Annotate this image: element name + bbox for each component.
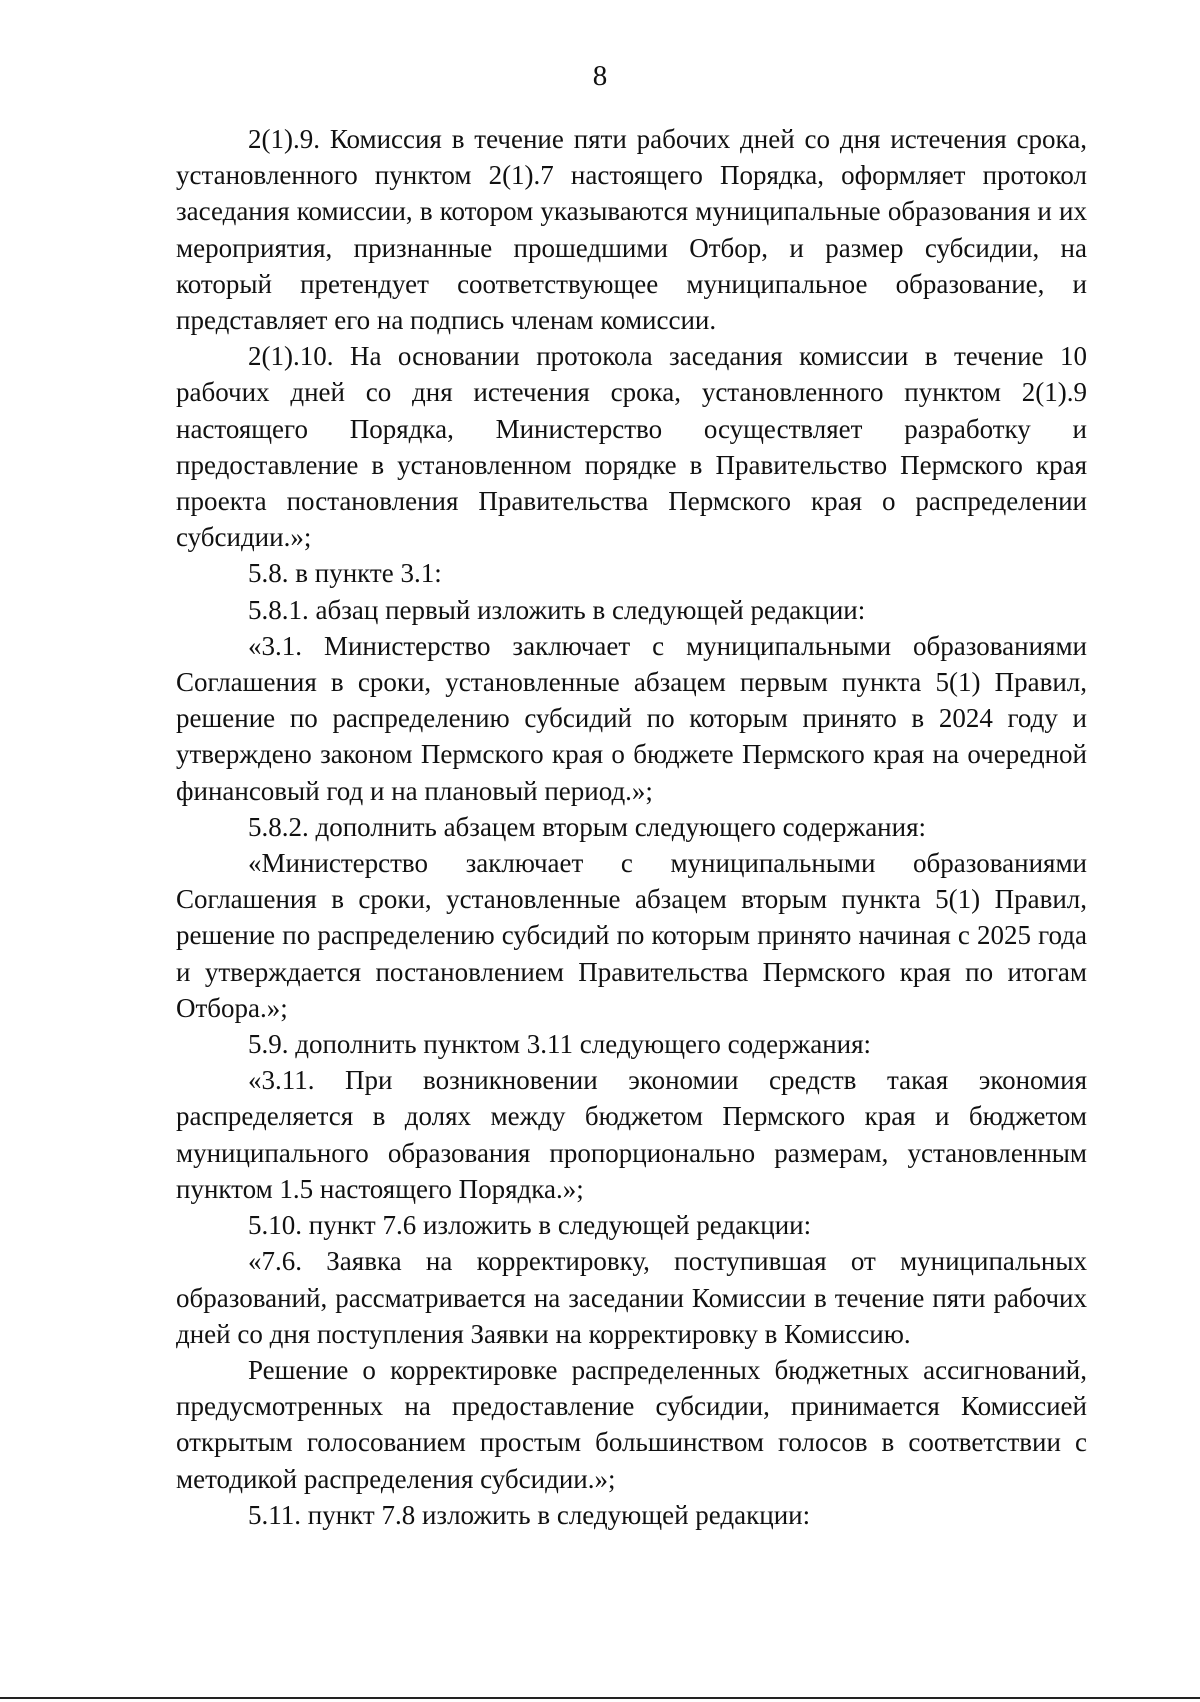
paragraph-5-11: 5.11. пункт 7.8 изложить в следующей редакции: bbox=[248, 1499, 811, 1530]
paragraph-3-1-quote: «3.1. Министерство заключает с муниципальными образованиями Соглашения в сроки, установленные абзацем первым пункта 5(1) Правил, решение по распределению субсидий по которым принято в 2024 году и утверждено законом Пермского края о бюджете Пермского края на очередной финансовый год и на плановый период.»; bbox=[176, 630, 1087, 806]
paragraph-5-9: 5.9. дополнить пунктом 3.11 следующего содержания: bbox=[248, 1029, 872, 1060]
page-number: 8 bbox=[592, 60, 608, 92]
paragraph-3-11-quote: «3.11. При возникновении экономии средств такая экономия распределяется в долях между бюджетом Пермского края и бюджетом муниципального образования пропорционально размерам, установленным пунктом 1.5 настоящего Порядка.»; bbox=[176, 1065, 1087, 1204]
paragraph-2-1-9: 2(1).9. Комиссия в течение пяти рабочих дней со дня истечения срока, установленного пунктом 2(1).7 настоящего Порядка, оформляет протокол заседания комиссии, в котором указываются муниципальные образования и их мероприятия, признанные прошедшими Отбор, и размер субсидии, на который претендует соответствующее муниципальное образование, и представляет его на подпись членам комиссии. bbox=[176, 124, 1087, 336]
paragraph-5-8-1: 5.8.1. абзац первый изложить в следующей редакции: bbox=[248, 594, 866, 625]
paragraph-5-8-2: 5.8.2. дополнить абзацем вторым следующего содержания: bbox=[248, 811, 927, 842]
scan-bottom-edge bbox=[0, 1697, 1200, 1699]
paragraph-2-1-10: 2(1).10. На основании протокола заседания комиссии в течение 10 рабочих дней со дня истечения срока, установленного пунктом 2(1).9 настоящего Порядка, Министерство осуществляет разработку и предоставление в установленном порядке в Правительство Пермского края проекта постановления Правительства Пермского края о распределении субсидии.»; bbox=[176, 341, 1087, 553]
paragraph-ministry-quote: «Министерство заключает с муниципальными образованиями Соглашения в сроки, установленные абзацем вторым пункта 5(1) Правил, решение по распределению субсидий по которым принято начиная с 2025 года и утверждается постановлением Правительства Пермского края по итогам Отбора.»; bbox=[176, 848, 1087, 1023]
paragraph-5-10: 5.10. пункт 7.6 изложить в следующей редакции: bbox=[248, 1210, 812, 1241]
paragraph-5-8: 5.8. в пункте 3.1: bbox=[248, 558, 442, 589]
paragraph-decision: Решение о корректировке распределенных бюджетных ассигнований, предусмотренных на предоставление субсидии, принимается Комиссией открытым голосованием простым большинством голосов в соответствии с методикой распределения субсидии.»; bbox=[176, 1354, 1087, 1494]
paragraph-7-6-quote: «7.6. Заявка на корректировку, поступившая от муниципальных образований, рассматривается на заседании Комиссии в течение пяти рабочих дней со дня поступления Заявки на корректировку в Комиссию. bbox=[176, 1246, 1087, 1349]
document-body bbox=[176, 121, 1087, 1533]
